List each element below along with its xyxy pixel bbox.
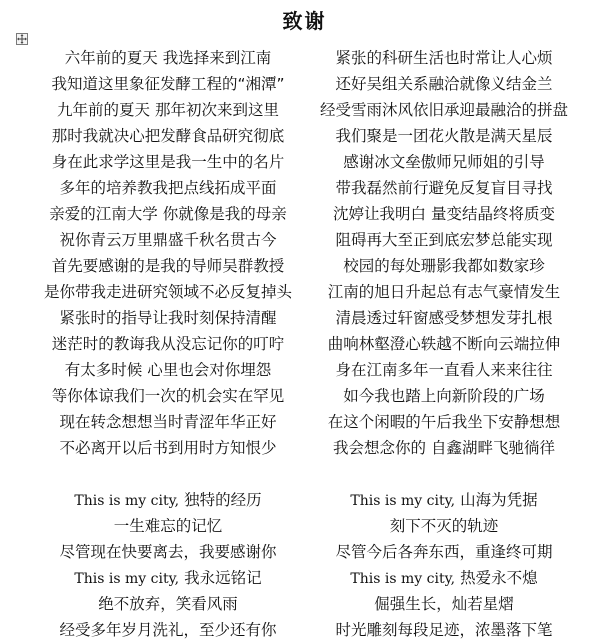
verse-line — [306, 617, 582, 643]
verse-line — [306, 487, 582, 513]
poem-line: 校园的每处珊影我都如数家珍 — [343, 257, 545, 275]
verse-text: 尽管现在快要离去，我要感谢你 — [59, 543, 277, 561]
stanza-gap — [30, 461, 306, 487]
poem-line: 那时我就决心把发酵食品研究彻底 — [51, 127, 285, 145]
verse-line — [30, 487, 306, 513]
verse-text: 热爱永不熄 — [460, 569, 538, 587]
poem-line: 身在江南多年一直看人来来往往 — [335, 361, 553, 379]
poem-line: 九年前的夏天 那年初次来到这里 — [57, 101, 279, 119]
poem-line: 曲响林壑澄心轶越不断向云端拉伸 — [327, 335, 561, 353]
verse-text: 经受多年岁月洗礼，至少还有你 — [59, 621, 277, 639]
verse-latin: This is my city, — [350, 493, 456, 509]
poem-line: 沈婷让我明白 量变结晶终将质变 — [333, 205, 555, 223]
verse-latin: This is my city, — [74, 493, 180, 509]
table-move-handle-icon[interactable] — [16, 33, 28, 45]
verse-line — [30, 565, 306, 591]
verse-text: 我永远铭记 — [184, 569, 262, 587]
poem-line: 紧张时的指导让我时刻保持清醒 — [59, 309, 277, 327]
poem-line: 是你带我走进研究领域不必反复掉头 — [43, 283, 292, 301]
verse-latin: This is my city, — [350, 571, 456, 587]
poem-line: 祝你青云万里鼎盛千秋名贯古今 — [59, 231, 277, 249]
verse-line — [306, 591, 582, 617]
poem-line: 六年前的夏天 我选择来到江南 — [64, 49, 272, 67]
poem-line: 在这个闲暇的午后我坐下安静想想 — [327, 413, 561, 431]
poem-line: 清晨透过轩窗感受梦想发芽扎根 — [335, 309, 553, 327]
verse-text: 倔强生长，灿若星熠 — [374, 595, 514, 613]
verse-line — [306, 513, 582, 539]
poem-line: 还好吴组关系融洽就像义结金兰 — [335, 75, 553, 93]
verse-text: 绝不放弃，笑看风雨 — [98, 595, 238, 613]
page-title: 致谢 — [282, 9, 327, 33]
poem-line: 有太多时候 心里也会对你埋怨 — [64, 361, 272, 379]
verse-text: 刻下不灭的轨迹 — [389, 517, 499, 535]
verse-text: 一生难忘的记忆 — [113, 517, 223, 535]
verse-text: 时光雕刻每段足迹，浓墨落下笔 — [335, 621, 553, 639]
poem-line: 亲爱的江南大学 你就像是我的母亲 — [49, 205, 287, 223]
right-column — [306, 45, 582, 643]
poem-line: 经受雪雨沐风依旧承迎最融洽的拼盘 — [319, 101, 568, 119]
poem-line: 首先要感谢的是我的导师吴群教授 — [51, 257, 285, 275]
verse-text: 独特的经历 — [184, 491, 262, 509]
poem-line: 紧张的科研生活也时常让人心烦 — [335, 49, 553, 67]
poem-line: 身在此求学这里是我一生中的名片 — [51, 153, 285, 171]
verse-text: 尽管今后各奔东西，重逢终可期 — [335, 543, 553, 561]
verse-line — [30, 591, 306, 617]
verse-line — [30, 539, 306, 565]
poem-line: 不必离开以后书到用时方知恨少 — [59, 439, 277, 457]
verse-line — [306, 539, 582, 565]
poem-line: 等你体谅我们一次的机会实在罕见 — [51, 387, 285, 405]
verse-line — [30, 513, 306, 539]
poem-line: 我会想念你的 自鑫湖畔飞驰徜徉 — [333, 439, 555, 457]
poem-line: 我知道这里象征发酵工程的“湘潭” — [51, 75, 285, 93]
poem-line: 我们聚是一团花火散是满天星辰 — [335, 127, 553, 145]
stanza-gap — [306, 461, 582, 487]
verse-text: 山海为凭据 — [460, 491, 538, 509]
poem-line: 现在转念想想当时青涩年华正好 — [59, 413, 277, 431]
poem-line: 如今我也踏上向新阶段的广场 — [343, 387, 545, 405]
verse-latin: This is my city, — [74, 571, 180, 587]
verse-line — [306, 565, 582, 591]
poem-line: 迷茫时的教诲我从没忘记你的叮咛 — [51, 335, 285, 353]
poem-line: 江南的旭日升起总有志气豪情发生 — [327, 283, 561, 301]
poem-line: 阻碍再大至正到底宏梦总能实现 — [335, 231, 553, 249]
verse-line — [30, 617, 306, 643]
poem-line: 带我磊然前行避免反复盲目寻找 — [335, 179, 553, 197]
poem-line: 感谢冰文垒傲师兄师姐的引导 — [343, 153, 545, 171]
poem-line: 多年的培养教我把点线拓成平面 — [59, 179, 277, 197]
left-column — [30, 45, 306, 643]
